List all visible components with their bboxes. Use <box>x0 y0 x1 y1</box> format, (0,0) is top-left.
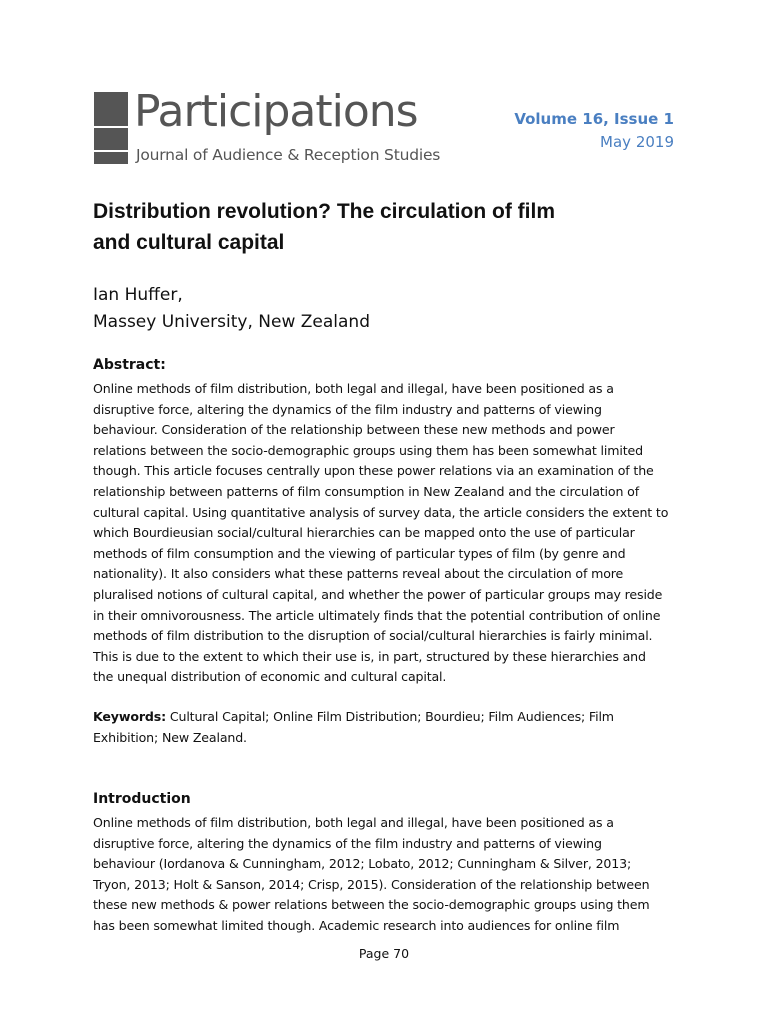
volume-issue: Volume 16, Issue 1 <box>514 110 674 128</box>
intro-line: behaviour (Iordanova & Cunningham, 2012; Lobato, 2012; Cunningham & Silver, 2013; <box>93 856 632 872</box>
issue-info <box>514 108 674 154</box>
logo-square-medium <box>94 128 128 150</box>
author-name: Ian Huffer, <box>93 285 183 305</box>
keywords-line <box>93 707 683 728</box>
abstract-body <box>93 379 683 688</box>
journal-logo <box>94 86 474 166</box>
abstract-line: This is due to the extent to which their use is, in part, structured by these hierarchies and <box>93 648 646 664</box>
abstract-line: in their omnivorousness. The article ultimately finds that the potential contribution of online <box>93 607 661 623</box>
title-line: Distribution revolution? The circulation of film <box>93 200 555 223</box>
abstract-line: though. This article focuses centrally upon these power relations via an examination of the <box>93 463 654 479</box>
logo-square-small <box>94 152 128 164</box>
page-number: Page 70 <box>358 946 410 961</box>
intro-line: these new methods & power relations between the socio-demographic groups using them <box>93 897 650 913</box>
intro-line: has been somewhat limited though. Academic research into audiences for online film <box>93 917 620 933</box>
abstract-line: cultural capital. Using quantitative analysis of survey data, the article considers the extent to <box>93 504 669 520</box>
intro-line: disruptive force, altering the dynamics of the film industry and patterns of viewing <box>93 835 602 851</box>
abstract-line: the unequal distribution of economic and cultural capital. <box>93 669 447 685</box>
abstract-line: which Bourdieusian social/cultural hierarchies can be mapped onto the use of particular <box>93 525 635 541</box>
keywords-label: Keywords: <box>93 709 166 724</box>
abstract-line: methods of film consumption and the viewing of particular types of film (by genre and <box>93 545 626 561</box>
author-block <box>93 282 370 336</box>
abstract-line: relationship between patterns of film consumption in New Zealand and the circulation of <box>93 483 639 499</box>
journal-subtitle: Journal of Audience & Reception Studies <box>136 146 441 164</box>
author-affiliation: Massey University, New Zealand <box>93 312 370 332</box>
journal-name: Participations <box>134 86 418 137</box>
intro-line: Online methods of film distribution, both legal and illegal, have been positioned as a <box>93 815 614 830</box>
article-title <box>93 196 693 258</box>
logo-square-large <box>94 92 128 126</box>
abstract-line: disruptive force, altering the dynamics of the film industry and patterns of viewing <box>93 401 602 417</box>
introduction-heading: Introduction <box>93 791 191 807</box>
keywords-line: Exhibition; New Zealand. <box>93 729 247 745</box>
title-line: and cultural capital <box>93 231 285 254</box>
abstract-line: behaviour. Consideration of the relationship between these new methods and power <box>93 422 615 438</box>
introduction-body <box>93 813 683 937</box>
abstract-line: methods of film distribution to the disruption of social/cultural hierarchies is fairly minimal. <box>93 628 653 644</box>
issue-date: May 2019 <box>600 133 674 151</box>
abstract-heading: Abstract: <box>93 357 166 373</box>
abstract-line: nationality). It also considers what these patterns reveal about the circulation of more <box>93 566 624 582</box>
abstract-line: Online methods of film distribution, both legal and illegal, have been positioned as a <box>93 381 614 396</box>
logo-mark <box>94 92 128 164</box>
keywords-text: Cultural Capital; Online Film Distribution; Bourdieu; Film Audiences; Film <box>165 709 614 724</box>
abstract-line: relations between the socio-demographic groups using them has been somewhat limited <box>93 442 643 458</box>
intro-line: Tryon, 2013; Holt & Sanson, 2014; Crisp, 2015). Consideration of the relationship between <box>93 876 650 892</box>
abstract-line: pluralised notions of cultural capital, and whether the power of particular groups may reside <box>93 586 663 602</box>
keywords-block <box>93 707 683 748</box>
